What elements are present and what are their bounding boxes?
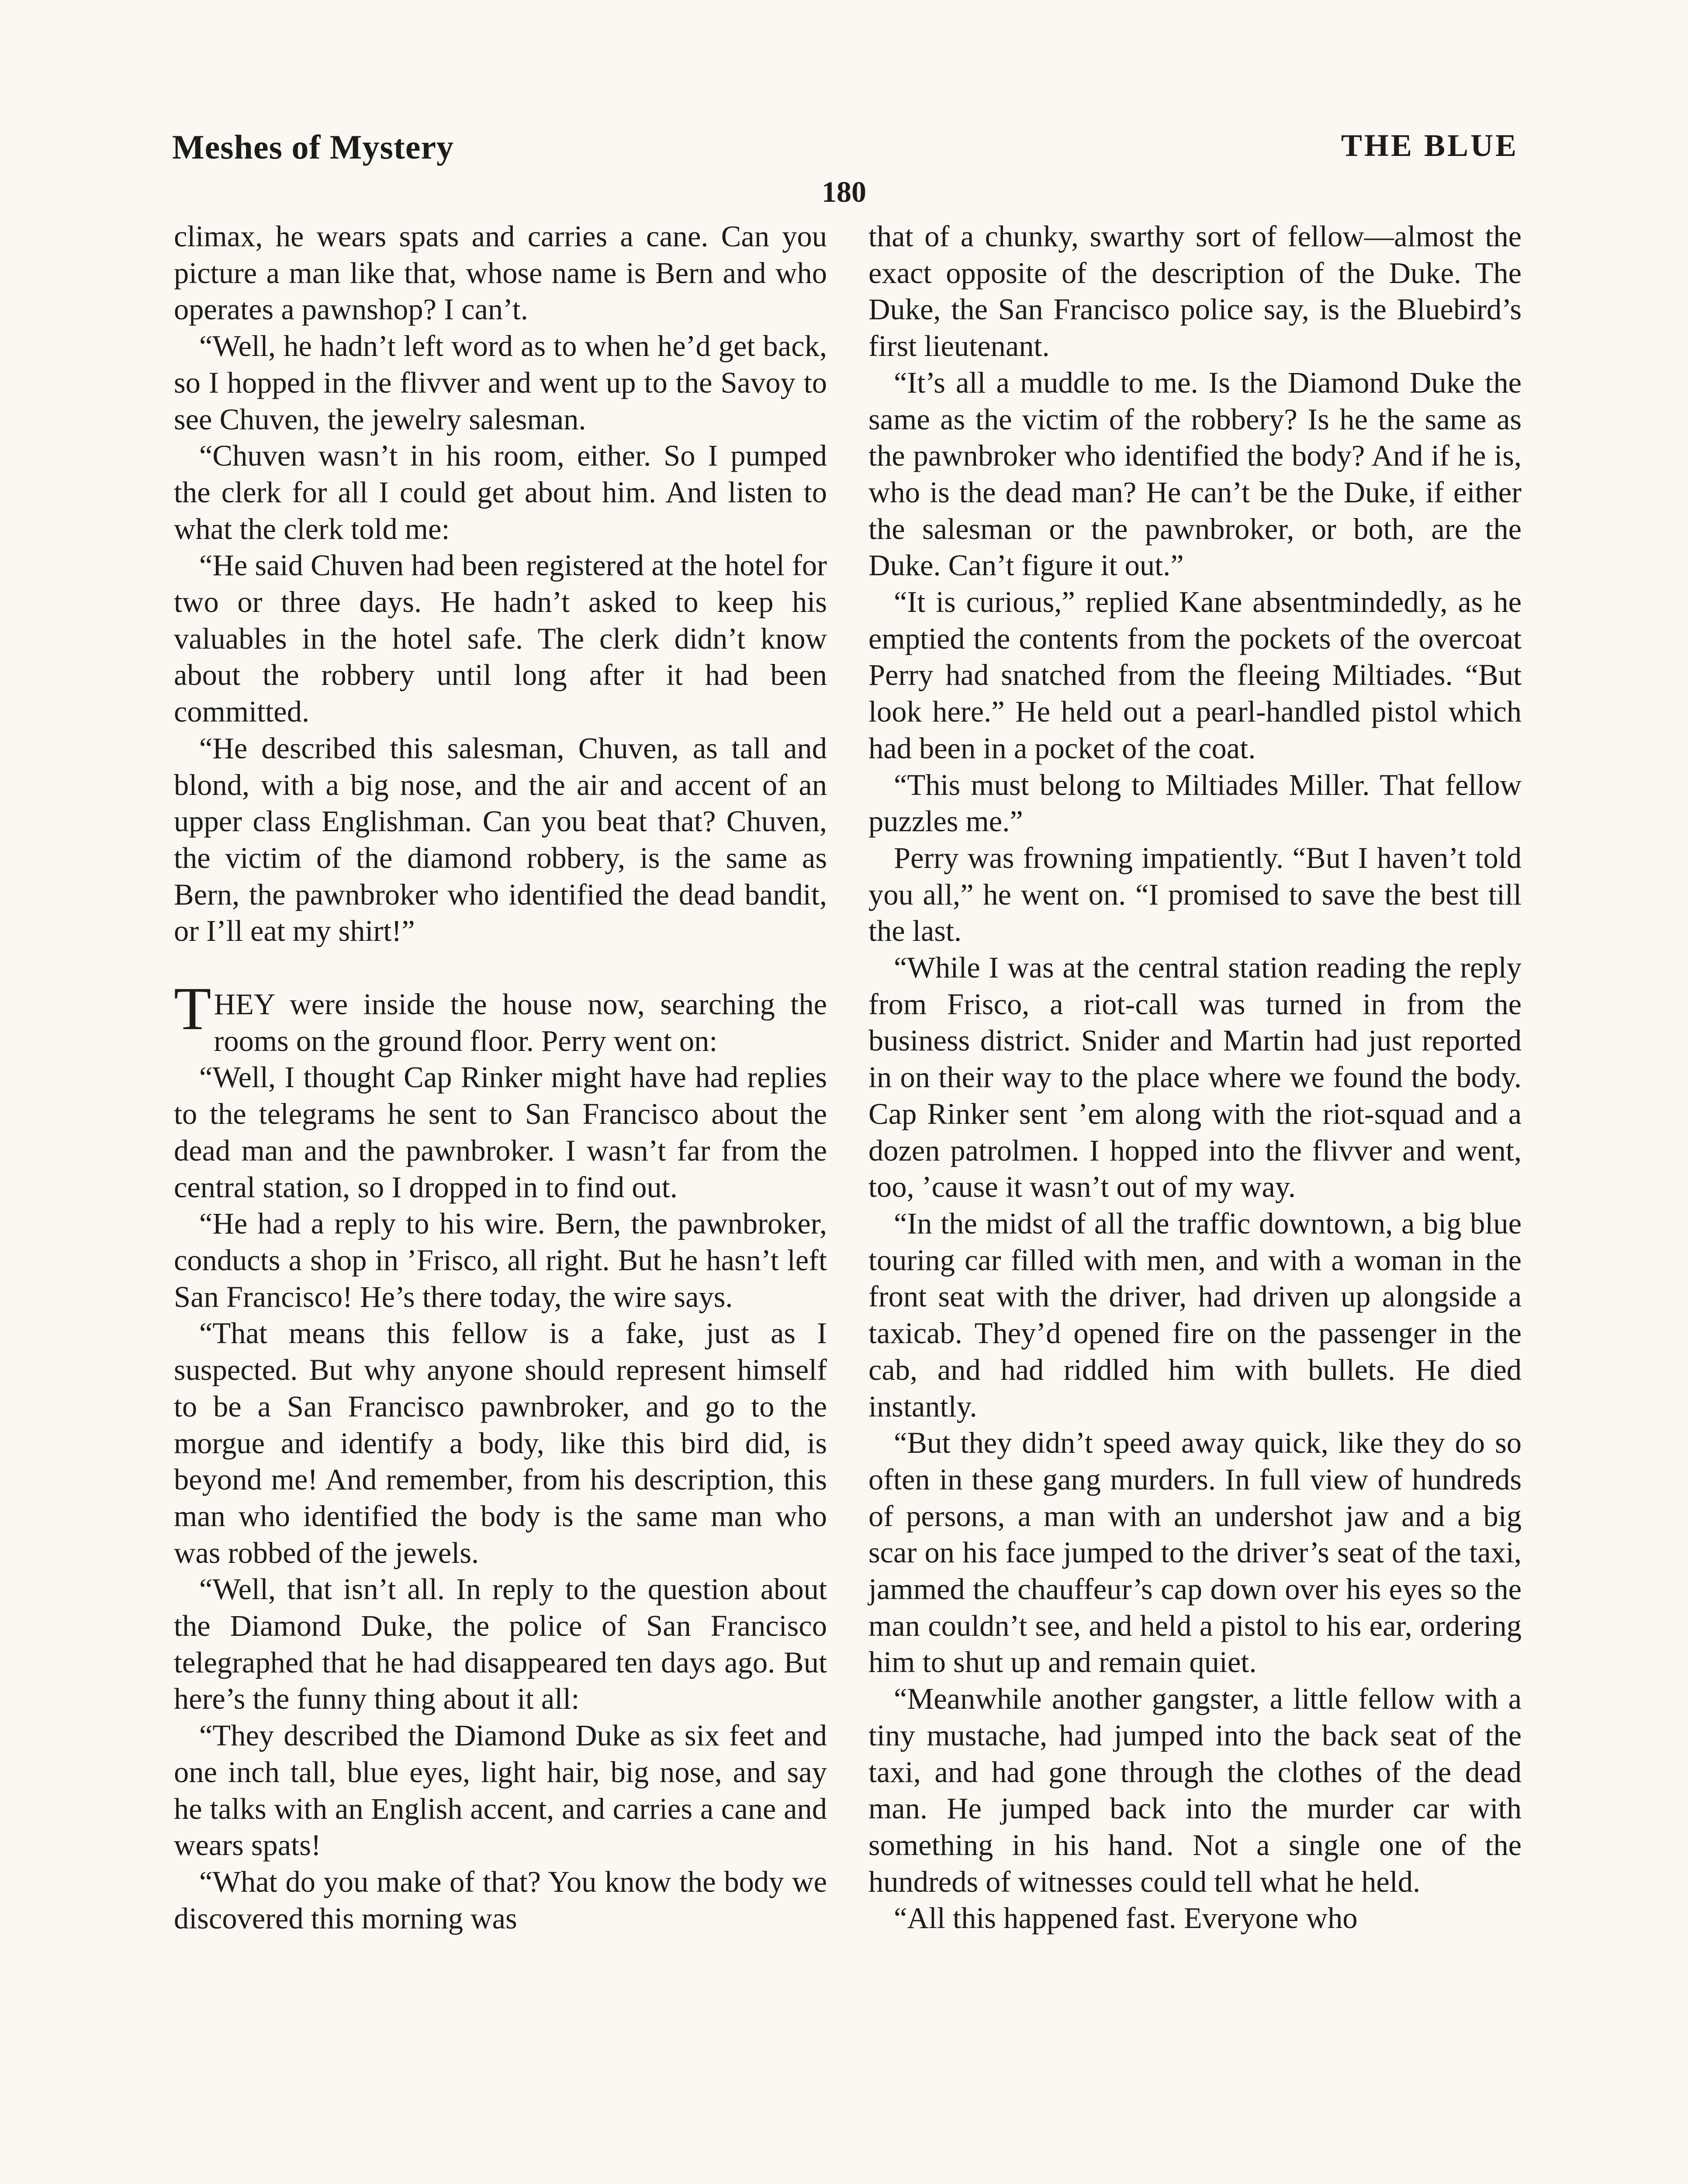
paragraph: “It is curious,” replied Kane absentmindedly, as he emptied the contents from the pockets of the overcoat Perry had snatched from the fleeing Miltiades. “But look here.” He held out a pearl-handled pistol which had been in a pocket of the coat. xyxy=(868,585,1522,765)
paragraph: “He described this salesman, Chuven, as tall and blond, with a big nose, and the air and accent of an upper class Englishman. Can you beat that? Chuven, the victim of the diamond robbery, is the same as Bern, the pawnbroker who identified the dead bandit, or I’ll eat my shirt!” xyxy=(174,731,827,948)
page-number: 180 xyxy=(822,175,866,208)
paragraph: “What do you make of that? You know the body we discovered this morning was xyxy=(174,1865,827,1935)
paragraph: “He said Chuven had been registered at the hotel for two or three days. He hadn’t asked to keep his valuables in the hotel safe. The clerk didn’t know about the robbery until long after it had been committed. xyxy=(174,549,827,729)
drop-cap: T xyxy=(174,975,211,1043)
paragraph: “Well, he hadn’t left word as to when he’d get back, so I hopped in the flivver and went up to the Savoy to see Chuven, the jewelry salesman. xyxy=(174,329,827,436)
paragraph: “But they didn’t speed away quick, like they do so often in these gang murders. In full view of hundreds of persons, a man with an undershot jaw and a big scar on his face jumped to the driver’s seat of the taxi, jammed the chauffeur’s cap down over his eyes so the man couldn’t see, and held a pistol to his ear, ordering him to shut up and remain quiet. xyxy=(868,1426,1522,1679)
paragraph: “All this happened fast. Everyone who xyxy=(894,1901,1358,1935)
paragraph: “He had a reply to his wire. Bern, the pawnbroker, conducts a shop in ’Frisco, all right. But he hasn’t left San Francisco! He’s there today, the wire says. xyxy=(174,1207,827,1313)
paragraph: “Well, I thought Cap Rinker might have had replies to the telegrams he sent to San Francisco about the dead man and the pawnbroker. I wasn’t far from the central station, so I dropped in to find out. xyxy=(174,1061,827,1204)
right-column xyxy=(868,218,1522,1937)
paragraph: “This must belong to Miltiades Miller. That fellow puzzles me.” xyxy=(868,768,1522,838)
magazine-name: THE BLUE xyxy=(1341,128,1519,163)
paragraph: “It’s all a muddle to me. Is the Diamond Duke the same as the victim of the robbery? Is he the same as the pawnbroker who identified the body? And if he is, who is the dead man? He can’t be the Duke, if either the salesman or the pawnbroker, or both, are the Duke. Can’t figure it out.” xyxy=(868,366,1522,582)
section-opening-paragraph xyxy=(174,975,827,1059)
section-opening-text: HEY were inside the house now, searching the rooms on the ground floor. Perry went on: xyxy=(214,988,827,1057)
paragraph: “They described the Diamond Duke as six feet and one inch tall, blue eyes, light hair, big nose, and say he talks with an English accent, and carries a cane and wears spats! xyxy=(174,1719,827,1862)
paragraph: “Well, that isn’t all. In reply to the question about the Diamond Duke, the police of San Francisco telegraphed that he had disappeared ten days ago. But here’s the funny thing about it all: xyxy=(174,1572,827,1716)
paragraph: “Chuven wasn’t in his room, either. So I pumped the clerk for all I could get about him. And listen to what the clerk told me: xyxy=(174,439,827,546)
running-title: Meshes of Mystery xyxy=(172,128,454,166)
paragraph: Perry was frowning impatiently. “But I haven’t told you all,” he went on. “I promised to save the best till the last. xyxy=(868,841,1522,948)
paragraph: climax, he wears spats and carries a cane. Can you picture a man like that, whose name is Bern and who operates a pawnshop? I can’t. xyxy=(174,220,827,326)
paragraph: “That means this fellow is a fake, just as I suspected. But why anyone should represent himself to be a San Francisco pawnbroker, and go to the morgue and identify a body, like this bird did, is beyond me! And remember, from his description, this man who identified the body is the same man who was robbed of the jewels. xyxy=(174,1317,827,1569)
left-column xyxy=(174,218,827,1937)
paragraph: “Meanwhile another gangster, a little fellow with a tiny mustache, had jumped into the back seat of the taxi, and had gone through the clothes of the dead man. He jumped back into the murder car with something in his hand. Not a single one of the hundreds of witnesses could tell what he held. xyxy=(868,1682,1522,1898)
paragraph: that of a chunky, swarthy sort of fellow—almost the exact opposite of the description of the Duke. The Duke, the San Francisco police say, is the Bluebird’s first lieutenant. xyxy=(868,220,1522,363)
paragraph: “In the midst of all the traffic downtown, a big blue touring car filled with men, and with a woman in the front seat with the driver, had driven up alongside a taxicab. They’d opened fire on the passenger in the cab, and had riddled him with bullets. He died instantly. xyxy=(868,1206,1522,1423)
paragraph: “While I was at the central station reading the reply from Frisco, a riot-call was turned in from the business district. Snider and Martin had just reported in on their way to the place where we found the body. Cap Rinker sent ’em along with the riot-squad and a dozen patrolmen. I hopped into the flivver and went, too, ’cause it wasn’t out of my way. xyxy=(868,951,1522,1204)
